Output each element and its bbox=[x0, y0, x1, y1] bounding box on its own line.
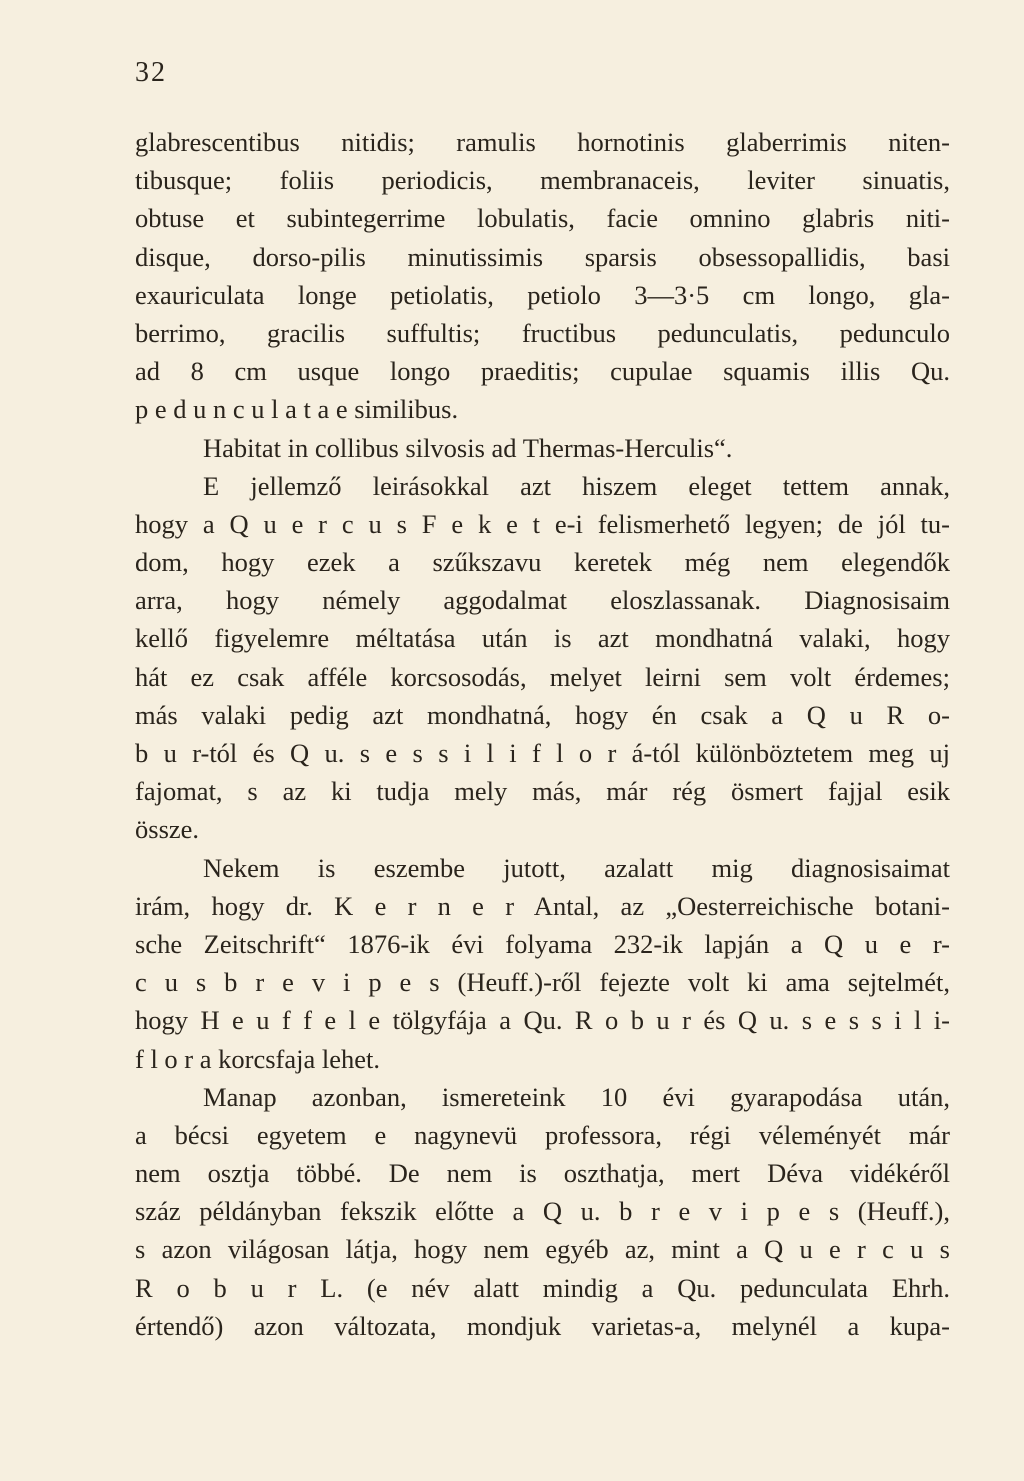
text-line: f l o r a korcsfaja lehet. bbox=[135, 1043, 381, 1074]
text-line: sche Zeitschrift“ 1876-ik évi folyama 232-ik lapján a Q u e r- bbox=[135, 928, 950, 959]
text-line: s azon világosan látja, hogy nem egyéb az, mint a Q u e r c u s bbox=[135, 1234, 950, 1265]
text-line: berrimo, gracilis suffultis; fructibus pedunculatis, pedunculo bbox=[135, 317, 950, 348]
text-line: exauriculata longe petiolatis, petiolo 3—3·5 cm longo, gla- bbox=[135, 279, 950, 310]
page-number: 32 bbox=[135, 57, 167, 88]
body-text bbox=[135, 123, 950, 1345]
text-line: obtuse et subintegerrime lobulatis, facie omnino glabris niti- bbox=[135, 203, 950, 234]
text-line: disque, dorso-pilis minutissimis sparsis obsessopallidis, basi bbox=[135, 241, 950, 272]
text-line: dom, hogy ezek a szűkszavu keretek még nem elegendők bbox=[135, 547, 950, 578]
text-line: Habitat in collibus silvosis ad Thermas-Herculis“. bbox=[203, 432, 733, 463]
text-line: c u s b r e v i p e s (Heuff.)-ről fejezte volt ki ama sejtelmét, bbox=[135, 967, 950, 998]
text-line: b u r-tól és Q u. s e s s i l i f l o r á-tól különböztetem meg uj bbox=[135, 738, 950, 768]
text-line: a bécsi egyetem e nagynevü professora, régi véleményét már bbox=[135, 1119, 950, 1150]
text-line: hát ez csak afféle korcsosodás, melyet leirni sem volt érdemes; bbox=[135, 661, 950, 692]
text-line: glabrescentibus nitidis; ramulis hornotinis glaberrimis niten- bbox=[135, 127, 950, 157]
text-line: tibusque; foliis periodicis, membranaceis, leviter sinuatis, bbox=[135, 165, 950, 196]
text-line: arra, hogy némely aggodalmat eloszlassanak. Diagnosisaim bbox=[135, 585, 950, 616]
text-line: más valaki pedig azt mondhatná, hogy én csak a Q u R o- bbox=[135, 699, 950, 730]
text-line: értendő) azon változata, mondjuk varietas-a, melynél a kupa- bbox=[135, 1310, 950, 1341]
text-line: hogy a Q u e r c u s F e k e t e-i felismerhető legyen; de jól tu- bbox=[135, 508, 950, 539]
text-line: össze. bbox=[135, 814, 200, 845]
text-line: Manap azonban, ismereteink 10 évi gyarapodása után, bbox=[203, 1081, 950, 1112]
text-line: száz példányban fekszik előtte a Q u. b r e v i p e s (Heuff.), bbox=[135, 1196, 950, 1227]
text-line: Nekem is eszembe jutott, azalatt mig diagnosisaimat bbox=[203, 852, 950, 883]
text-line: p e d u n c u l a t a e similibus. bbox=[135, 394, 459, 425]
text-line: nem osztja többé. De nem is oszthatja, mert Déva vidékéről bbox=[135, 1158, 950, 1189]
text-line: irám, hogy dr. K e r n e r Antal, az „Oesterreichische botani- bbox=[135, 890, 950, 921]
text-line: E jellemző leirásokkal azt hiszem eleget tettem annak, bbox=[203, 470, 950, 501]
text-line: kellő figyelemre méltatása után is azt mondhatná valaki, hogy bbox=[135, 623, 950, 654]
text-line: fajomat, s az ki tudja mely más, már rég ösmert fajjal esik bbox=[135, 776, 950, 807]
text-line: hogy H e u f f e l e tölgyfája a Qu. R o b u r és Q u. s e s s i l i- bbox=[135, 1005, 950, 1036]
text-line: R o b u r L. (e név alatt mindig a Qu. pedunculata Ehrh. bbox=[135, 1272, 950, 1303]
text-line: ad 8 cm usque longo praeditis; cupulae squamis illis Qu. bbox=[135, 356, 950, 387]
